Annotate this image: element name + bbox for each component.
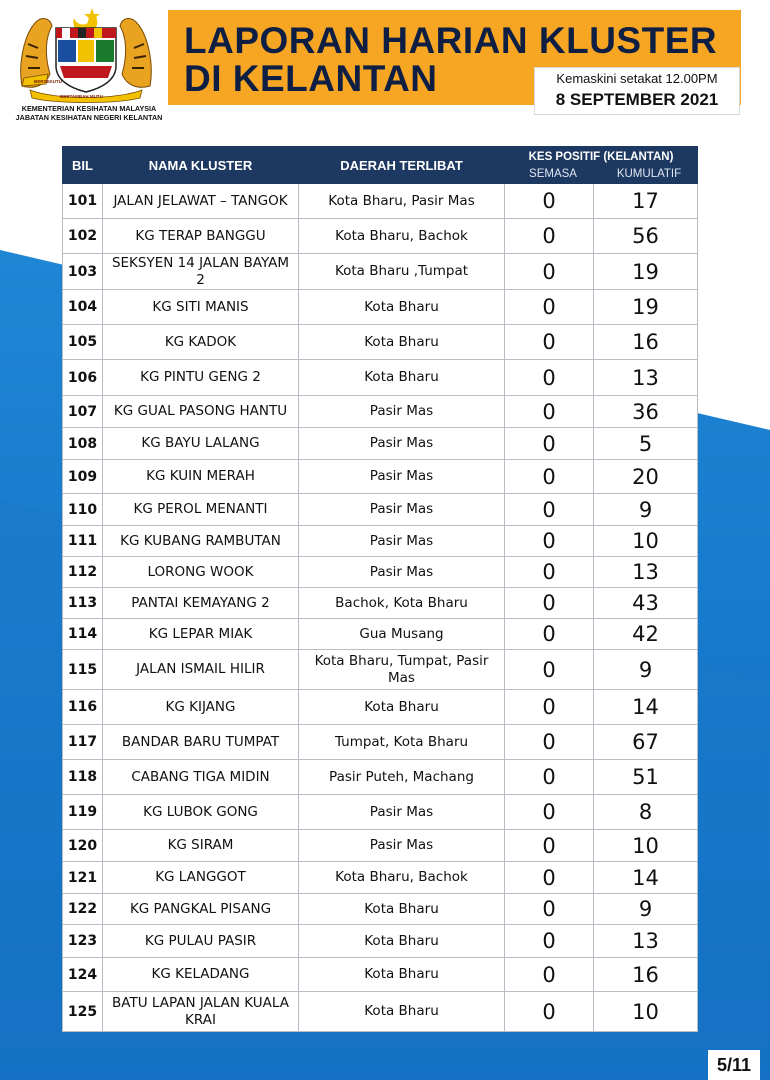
cell-semasa: 0 xyxy=(505,254,594,290)
cell-bil: 115 xyxy=(63,650,103,690)
cell-kumulatif: 42 xyxy=(594,619,698,650)
cell-nama-kluster: JALAN ISMAIL HILIR xyxy=(103,650,299,690)
cell-bil: 111 xyxy=(63,526,103,557)
cell-kumulatif: 56 xyxy=(594,219,698,254)
page-title-line-2: DI KELANTAN xyxy=(184,58,438,99)
cell-nama-kluster: KG KADOK xyxy=(103,325,299,360)
cell-semasa: 0 xyxy=(505,557,594,588)
cell-daerah-terlibat: Kota Bharu xyxy=(299,325,505,360)
cell-semasa: 0 xyxy=(505,219,594,254)
cell-bil: 104 xyxy=(63,290,103,325)
cell-nama-kluster: KG TERAP BANGGU xyxy=(103,219,299,254)
update-info-box xyxy=(534,67,740,115)
cell-bil: 125 xyxy=(63,992,103,1032)
cluster-table xyxy=(62,146,698,1032)
cell-bil: 112 xyxy=(63,557,103,588)
cell-daerah-terlibat: Pasir Puteh, Machang xyxy=(299,760,505,795)
cell-daerah-terlibat: Kota Bharu xyxy=(299,360,505,396)
cell-kumulatif: 19 xyxy=(594,290,698,325)
ministry-line-2: JABATAN KESIHATAN NEGERI KELANTAN xyxy=(15,113,163,122)
cell-bil: 107 xyxy=(63,396,103,428)
page-title-line-1: LAPORAN HARIAN KLUSTER xyxy=(184,20,718,61)
cell-daerah-terlibat: Kota Bharu, Pasir Mas xyxy=(299,184,505,219)
cell-daerah-terlibat: Pasir Mas xyxy=(299,795,505,830)
cell-nama-kluster: JALAN JELAWAT – TANGOK xyxy=(103,184,299,219)
ministry-name xyxy=(6,104,172,122)
cell-daerah-terlibat: Pasir Mas xyxy=(299,396,505,428)
cell-bil: 108 xyxy=(63,428,103,460)
table-row xyxy=(63,254,698,290)
cell-bil: 103 xyxy=(63,254,103,290)
cell-semasa: 0 xyxy=(505,958,594,992)
cell-kumulatif: 36 xyxy=(594,396,698,428)
cell-nama-kluster: SEKSYEN 14 JALAN BAYAM 2 xyxy=(103,254,299,290)
cell-daerah-terlibat: Pasir Mas xyxy=(299,557,505,588)
table-row xyxy=(63,526,698,557)
cell-daerah-terlibat: Pasir Mas xyxy=(299,428,505,460)
coat-of-arms-logo xyxy=(16,4,156,104)
cell-daerah-terlibat: Kota Bharu xyxy=(299,925,505,958)
cell-semasa: 0 xyxy=(505,290,594,325)
update-date: 8 SEPTEMBER 2021 xyxy=(555,90,719,109)
cell-daerah-terlibat: Kota Bharu xyxy=(299,992,505,1032)
cell-daerah-terlibat: Kota Bharu, Tumpat, Pasir Mas xyxy=(299,650,505,690)
cell-semasa: 0 xyxy=(505,526,594,557)
cell-kumulatif: 14 xyxy=(594,862,698,894)
cell-semasa: 0 xyxy=(505,830,594,862)
col-header-nama: NAMA KLUSTER xyxy=(103,147,299,184)
table-row xyxy=(63,396,698,428)
cell-semasa: 0 xyxy=(505,894,594,925)
cell-semasa: 0 xyxy=(505,690,594,725)
cell-kumulatif: 9 xyxy=(594,494,698,526)
cell-bil: 105 xyxy=(63,325,103,360)
cell-kumulatif: 8 xyxy=(594,795,698,830)
table-row xyxy=(63,862,698,894)
table-row xyxy=(63,958,698,992)
cell-bil: 122 xyxy=(63,894,103,925)
cell-bil: 113 xyxy=(63,588,103,619)
cell-kumulatif: 13 xyxy=(594,925,698,958)
cell-bil: 118 xyxy=(63,760,103,795)
cell-nama-kluster: KG SIRAM xyxy=(103,830,299,862)
cell-semasa: 0 xyxy=(505,725,594,760)
cell-bil: 119 xyxy=(63,795,103,830)
cell-daerah-terlibat: Kota Bharu, Bachok xyxy=(299,862,505,894)
cell-semasa: 0 xyxy=(505,619,594,650)
cell-bil: 117 xyxy=(63,725,103,760)
cell-semasa: 0 xyxy=(505,494,594,526)
cell-bil: 120 xyxy=(63,830,103,862)
table-header xyxy=(63,147,698,184)
cell-semasa: 0 xyxy=(505,396,594,428)
cell-semasa: 0 xyxy=(505,460,594,494)
table-row xyxy=(63,557,698,588)
cell-daerah-terlibat: Kota Bharu ,Tumpat xyxy=(299,254,505,290)
table-body xyxy=(63,184,698,1032)
cell-bil: 109 xyxy=(63,460,103,494)
cell-nama-kluster: BANDAR BARU TUMPAT xyxy=(103,725,299,760)
cell-nama-kluster: KG SITI MANIS xyxy=(103,290,299,325)
ministry-line-1: KEMENTERIAN KESIHATAN MALAYSIA xyxy=(21,104,157,113)
cell-nama-kluster: PANTAI KEMAYANG 2 xyxy=(103,588,299,619)
table-row xyxy=(63,992,698,1032)
cell-kumulatif: 16 xyxy=(594,958,698,992)
col-header-daerah: DAERAH TERLIBAT xyxy=(299,147,505,184)
cell-kumulatif: 5 xyxy=(594,428,698,460)
col-header-kes-positif xyxy=(505,147,698,184)
cell-daerah-terlibat: Pasir Mas xyxy=(299,460,505,494)
cell-nama-kluster: KG KUIN MERAH xyxy=(103,460,299,494)
col-header-bil: BIL xyxy=(63,147,103,184)
col-header-kes: KES POSITIF (KELANTAN) xyxy=(505,149,697,166)
cell-bil: 102 xyxy=(63,219,103,254)
table-row xyxy=(63,325,698,360)
cell-semasa: 0 xyxy=(505,992,594,1032)
table-row xyxy=(63,428,698,460)
cell-kumulatif: 9 xyxy=(594,894,698,925)
cell-kumulatif: 67 xyxy=(594,725,698,760)
cell-kumulatif: 17 xyxy=(594,184,698,219)
cell-semasa: 0 xyxy=(505,862,594,894)
cell-kumulatif: 13 xyxy=(594,557,698,588)
cell-semasa: 0 xyxy=(505,760,594,795)
col-header-kumulatif: KUMULATIF xyxy=(616,167,682,180)
cell-bil: 124 xyxy=(63,958,103,992)
table-row xyxy=(63,830,698,862)
cluster-table-container xyxy=(62,146,697,1032)
cell-bil: 110 xyxy=(63,494,103,526)
cell-nama-kluster: KG KIJANG xyxy=(103,690,299,725)
table-row xyxy=(63,219,698,254)
cell-daerah-terlibat: Bachok, Kota Bharu xyxy=(299,588,505,619)
table-row xyxy=(63,925,698,958)
cell-bil: 101 xyxy=(63,184,103,219)
table-row xyxy=(63,184,698,219)
table-row xyxy=(63,460,698,494)
table-row xyxy=(63,494,698,526)
cell-daerah-terlibat: Kota Bharu xyxy=(299,894,505,925)
cell-daerah-terlibat: Pasir Mas xyxy=(299,494,505,526)
cell-nama-kluster: KG PINTU GENG 2 xyxy=(103,360,299,396)
cell-kumulatif: 14 xyxy=(594,690,698,725)
cell-bil: 106 xyxy=(63,360,103,396)
cell-kumulatif: 16 xyxy=(594,325,698,360)
crest-motto-top: BERSEKUTU xyxy=(34,79,63,84)
table-row xyxy=(63,690,698,725)
cell-nama-kluster: KG KELADANG xyxy=(103,958,299,992)
cell-daerah-terlibat: Gua Musang xyxy=(299,619,505,650)
cell-semasa: 0 xyxy=(505,360,594,396)
cell-nama-kluster: KG KUBANG RAMBUTAN xyxy=(103,526,299,557)
cell-nama-kluster: KG GUAL PASONG HANTU xyxy=(103,396,299,428)
cell-semasa: 0 xyxy=(505,428,594,460)
cell-nama-kluster: CABANG TIGA MIDIN xyxy=(103,760,299,795)
cell-kumulatif: 19 xyxy=(594,254,698,290)
cell-bil: 121 xyxy=(63,862,103,894)
table-row xyxy=(63,360,698,396)
table-row xyxy=(63,760,698,795)
cell-kumulatif: 10 xyxy=(594,526,698,557)
table-row xyxy=(63,894,698,925)
cell-daerah-terlibat: Kota Bharu xyxy=(299,290,505,325)
cell-nama-kluster: KG BAYU LALANG xyxy=(103,428,299,460)
table-row xyxy=(63,290,698,325)
cell-kumulatif: 10 xyxy=(594,830,698,862)
cell-nama-kluster: KG PANGKAL PISANG xyxy=(103,894,299,925)
cell-bil: 123 xyxy=(63,925,103,958)
cell-nama-kluster: LORONG WOOK xyxy=(103,557,299,588)
cell-kumulatif: 51 xyxy=(594,760,698,795)
cell-semasa: 0 xyxy=(505,650,594,690)
cell-kumulatif: 10 xyxy=(594,992,698,1032)
cell-bil: 116 xyxy=(63,690,103,725)
cell-nama-kluster: KG LUBOK GONG xyxy=(103,795,299,830)
cell-nama-kluster: KG PULAU PASIR xyxy=(103,925,299,958)
cell-semasa: 0 xyxy=(505,184,594,219)
cell-bil: 114 xyxy=(63,619,103,650)
cell-kumulatif: 20 xyxy=(594,460,698,494)
cell-nama-kluster: KG LANGGOT xyxy=(103,862,299,894)
crest-motto-bottom: BERTAMBAH MUTU xyxy=(60,94,103,99)
table-row xyxy=(63,619,698,650)
cell-kumulatif: 9 xyxy=(594,650,698,690)
cell-nama-kluster: BATU LAPAN JALAN KUALA KRAI xyxy=(103,992,299,1032)
page-number: 5/11 xyxy=(708,1050,760,1080)
cell-kumulatif: 43 xyxy=(594,588,698,619)
update-label: Kemaskini setakat 12.00PM xyxy=(556,71,718,86)
cell-daerah-terlibat: Tumpat, Kota Bharu xyxy=(299,725,505,760)
cell-daerah-terlibat: Pasir Mas xyxy=(299,830,505,862)
cell-nama-kluster: KG PEROL MENANTI xyxy=(103,494,299,526)
cell-daerah-terlibat: Kota Bharu xyxy=(299,690,505,725)
cell-kumulatif: 13 xyxy=(594,360,698,396)
cell-daerah-terlibat: Pasir Mas xyxy=(299,526,505,557)
cell-nama-kluster: KG LEPAR MIAK xyxy=(103,619,299,650)
cell-semasa: 0 xyxy=(505,325,594,360)
table-row xyxy=(63,795,698,830)
table-row xyxy=(63,725,698,760)
cell-daerah-terlibat: Kota Bharu xyxy=(299,958,505,992)
cell-daerah-terlibat: Kota Bharu, Bachok xyxy=(299,219,505,254)
cell-semasa: 0 xyxy=(505,795,594,830)
col-header-semasa: SEMASA xyxy=(529,167,577,180)
cell-semasa: 0 xyxy=(505,925,594,958)
table-row xyxy=(63,650,698,690)
cell-semasa: 0 xyxy=(505,588,594,619)
table-row xyxy=(63,588,698,619)
